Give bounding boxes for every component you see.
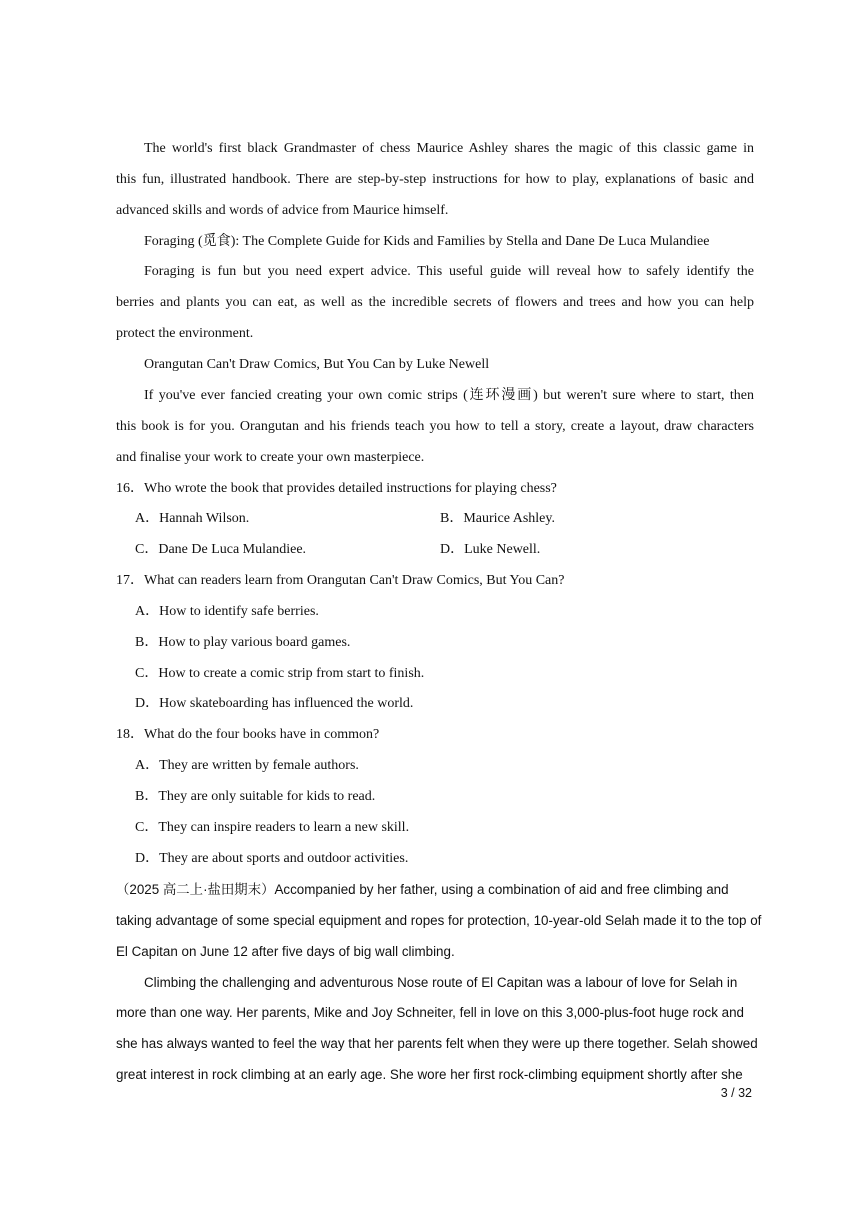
answer-option: D．They are about sports and outdoor activities.	[135, 851, 409, 866]
answer-option: C．How to create a comic strip from start to finish.	[135, 666, 425, 681]
answer-option: A．They are written by female authors.	[135, 758, 359, 773]
paragraph-line: If you've ever fancied creating your own comic strips (连环漫画) but weren't sure where to start, then	[144, 388, 754, 403]
answer-option: A．Hannah Wilson.	[135, 511, 250, 526]
paragraph-line: taking advantage of some special equipment and ropes for protection, 10-year-old Selah made it to the top of	[116, 913, 762, 928]
paragraph-line: she has always wanted to feel the way that her parents felt when they were up there together. Selah showed	[116, 1036, 758, 1051]
paragraph-line: The world's first black Grandmaster of chess Maurice Ashley shares the magic of this classic game in	[144, 141, 754, 156]
passage-source-line: （2025 高二上·盐田期末）Accompanied by her father, using a combination of aid and free climbing and	[116, 882, 729, 897]
book-title: Foraging (觅食): The Complete Guide for Kids and Families by Stella and Dane De Luca Mulandiee	[144, 234, 710, 249]
question-stem: 16．Who wrote the book that provides detailed instructions for playing chess?	[116, 481, 557, 496]
paragraph-line: and finalise your work to create your own masterpiece.	[116, 450, 425, 465]
answer-option: C．Dane De Luca Mulandiee.	[135, 542, 307, 557]
answer-option: B．Maurice Ashley.	[440, 511, 555, 526]
question-stem: 18．What do the four books have in common?	[116, 727, 380, 742]
question-stem: 17．What can readers learn from Orangutan Can't Draw Comics, But You Can?	[116, 573, 565, 588]
answer-option: B．They are only suitable for kids to read.	[135, 789, 376, 804]
answer-option: D．Luke Newell.	[440, 542, 541, 557]
paragraph-line: great interest in rock climbing at an early age. She wore her first rock-climbing equipment shortly after she	[116, 1067, 743, 1082]
paragraph-line: Climbing the challenging and adventurous Nose route of El Capitan was a labour of love for Selah in	[144, 975, 738, 990]
paragraph-line: this book is for you. Orangutan and his friends teach you how to tell a story, create a layout, draw characters	[116, 419, 754, 434]
paragraph-line: El Capitan on June 12 after five days of big wall climbing.	[116, 944, 455, 959]
paragraph-line: advanced skills and words of advice from Maurice himself.	[116, 203, 449, 218]
paragraph-line: Foraging is fun but you need expert advice. This useful guide will reveal how to safely identify the	[144, 264, 754, 279]
paragraph-line: more than one way. Her parents, Mike and Joy Schneiter, fell in love on this 3,000-plus-foot huge rock and	[116, 1005, 744, 1020]
answer-option: A．How to identify safe berries.	[135, 604, 319, 619]
answer-option: D．How skateboarding has influenced the world.	[135, 696, 414, 711]
answer-option: B．How to play various board games.	[135, 635, 351, 650]
answer-option: C．They can inspire readers to learn a new skill.	[135, 820, 410, 835]
paragraph-line: protect the environment.	[116, 326, 254, 341]
paragraph-line: berries and plants you can eat, as well as the incredible secrets of flowers and trees and how you can help	[116, 295, 754, 310]
paragraph-line: this fun, illustrated handbook. There are step-by-step instructions for how to play, explanations of basic and	[116, 172, 754, 187]
page-number: 3 / 32	[720, 1086, 752, 1100]
book-title: Orangutan Can't Draw Comics, But You Can by Luke Newell	[144, 357, 490, 372]
